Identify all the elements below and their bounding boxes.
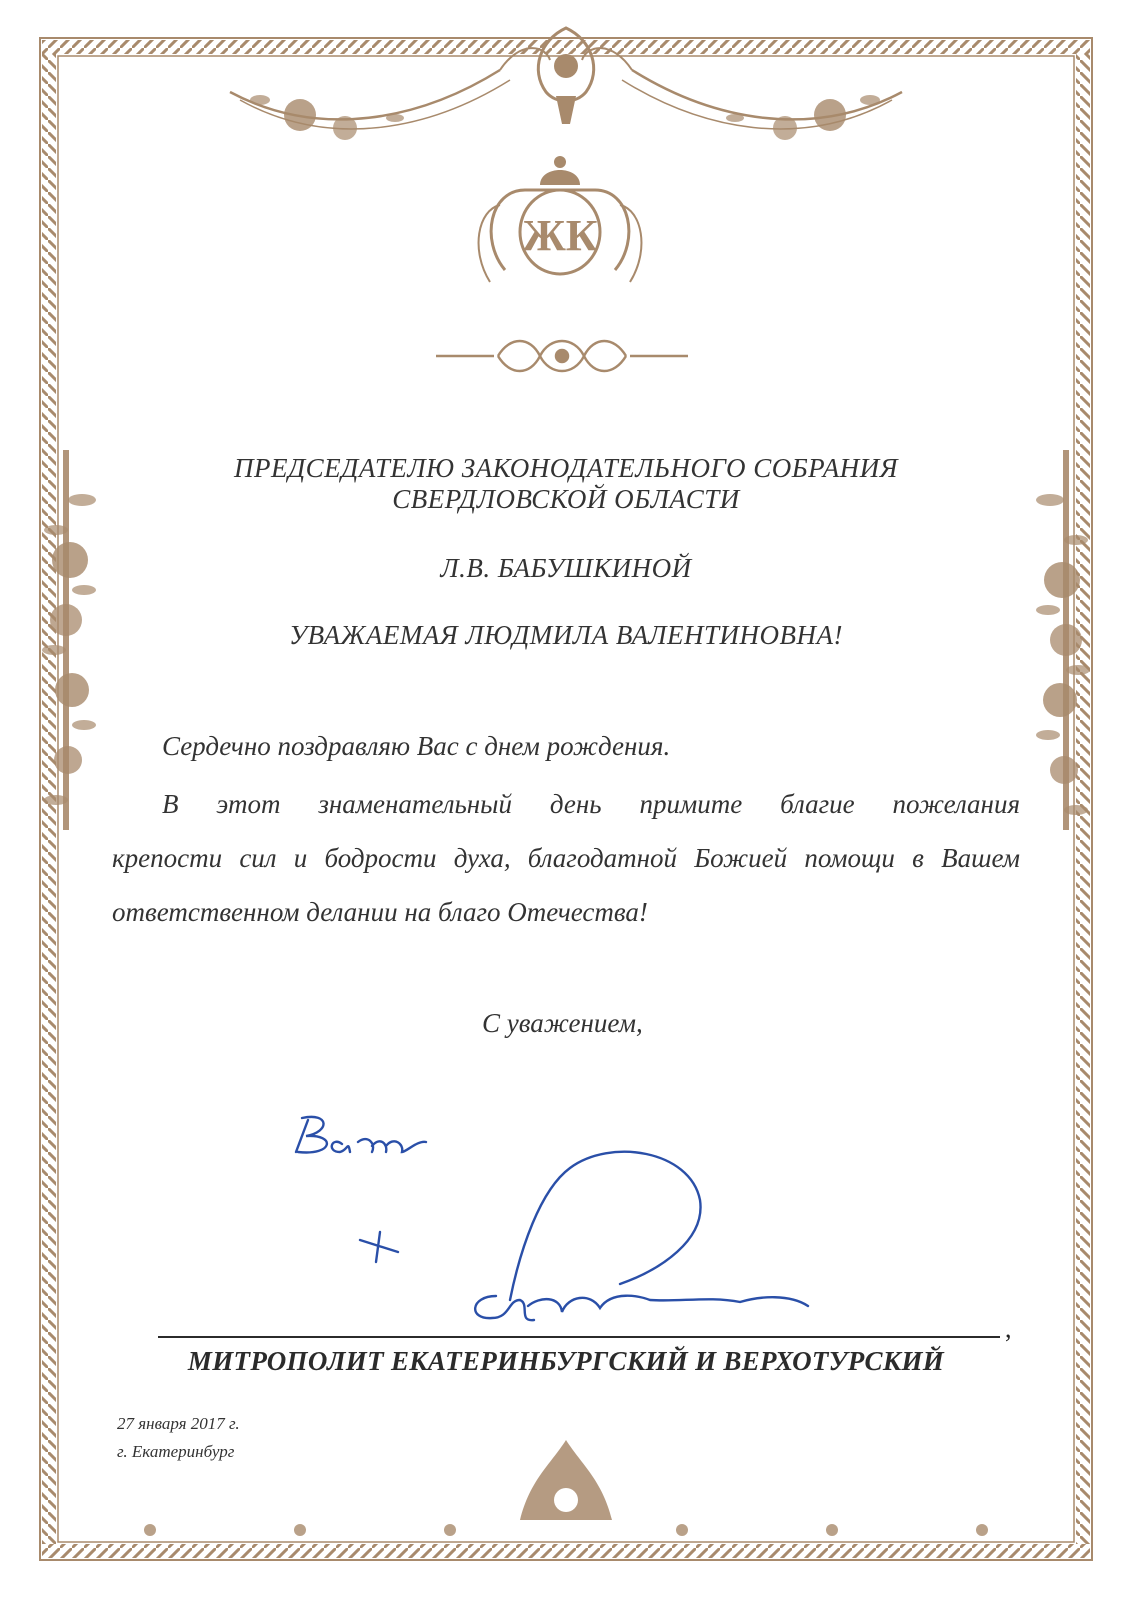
- letter-date: 27 января 2017 г.: [117, 1414, 240, 1433]
- handwritten-note: [296, 1117, 426, 1153]
- body-paragraph-1: Сердечно поздравляю Вас с днем рождения.: [162, 731, 671, 761]
- signatory-title: МИТРОПОЛИТ ЕКАТЕРИНБУРГСКИЙ И ВЕРХОТУРСКИЙ: [187, 1346, 945, 1376]
- flourish-divider: [436, 341, 688, 371]
- body-paragraph-2-line3: ответственном делании на благо Отечества!: [112, 897, 648, 927]
- signature-comma: ,: [1005, 1314, 1012, 1343]
- body-paragraph-2-line1: В этот знаменательный день примите благие пожелания: [162, 789, 1020, 819]
- letter-place: г. Екатеринбург: [117, 1442, 235, 1461]
- addressee-title-line1: ПРЕДСЕДАТЕЛЮ ЗАКОНОДАТЕЛЬНОГО СОБРАНИЯ: [234, 453, 898, 483]
- closing-phrase: С уважением,: [482, 1008, 643, 1038]
- emblem-logo: [479, 156, 642, 282]
- emblem-monogram: ЖК: [522, 211, 598, 260]
- body-paragraph-2-line2: крепости сил и бодрости духа, благодатной Божией помощи в Вашем: [112, 843, 1020, 873]
- greeting: УВАЖАЕМАЯ ЛЮДМИЛА ВАЛЕНТИНОВНА!: [289, 620, 843, 650]
- signature-line: [158, 1336, 1000, 1338]
- signature: [360, 1152, 808, 1320]
- addressee-title-line2: СВЕРДЛОВСКОЙ ОБЛАСТИ: [392, 484, 740, 514]
- bottom-center-ornament: [520, 1440, 612, 1520]
- addressee-name: Л.В. БАБУШКИНОЙ: [440, 553, 692, 583]
